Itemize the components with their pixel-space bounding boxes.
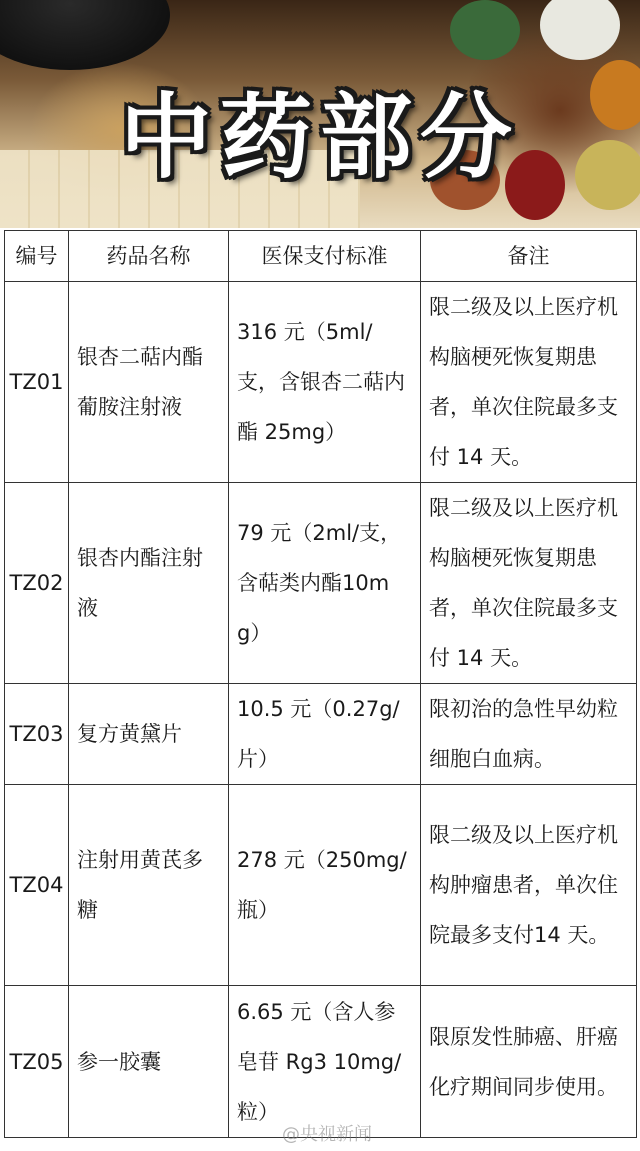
drug-table <box>4 230 637 1138</box>
row-name: 参一胶囊 <box>69 986 229 1138</box>
table-row <box>5 282 637 483</box>
header-note: 备注 <box>421 231 637 282</box>
row-code: TZ02 <box>5 483 69 684</box>
row-name: 复方黄黛片 <box>69 684 229 785</box>
header-banner <box>0 0 640 228</box>
herb-bowl-image <box>0 0 170 70</box>
row-name: 银杏内酯注射液 <box>69 483 229 684</box>
table-row <box>5 684 637 785</box>
row-price: 10.5 元（0.27g/片） <box>229 684 421 785</box>
table-row <box>5 785 637 986</box>
row-note: 限原发性肺癌、肝癌化疗期间同步使用。 <box>421 986 637 1138</box>
row-code: TZ03 <box>5 684 69 785</box>
table-row <box>5 483 637 684</box>
table-row <box>5 986 637 1138</box>
header-price: 医保支付标准 <box>229 231 421 282</box>
row-code: TZ01 <box>5 282 69 483</box>
row-price: 316 元（5ml/支，含银杏二萜内酯 25mg） <box>229 282 421 483</box>
row-note: 限二级及以上医疗机构肿瘤患者，单次住院最多支付14 天。 <box>421 785 637 986</box>
row-name: 注射用黄芪多糖 <box>69 785 229 986</box>
watermark: @央视新闻 <box>282 1124 372 1145</box>
banner-title: 中药部分 <box>119 84 520 191</box>
row-price: 79 元（2ml/支，含萜类内酯10mg） <box>229 483 421 684</box>
row-note: 限二级及以上医疗机构脑梗死恢复期患者，单次住院最多支付 14 天。 <box>421 282 637 483</box>
row-note: 限二级及以上医疗机构脑梗死恢复期患者，单次住院最多支付 14 天。 <box>421 483 637 684</box>
row-price: 6.65 元（含人参皂苷 Rg3 10mg/粒） <box>229 986 421 1138</box>
row-note: 限初治的急性早幼粒细胞白血病。 <box>421 684 637 785</box>
spice-pile-image <box>540 0 620 60</box>
row-price: 278 元（250mg/瓶） <box>229 785 421 986</box>
table-header-row <box>5 231 637 282</box>
header-name: 药品名称 <box>69 231 229 282</box>
spice-pile-image <box>450 0 520 60</box>
header-code: 编号 <box>5 231 69 282</box>
row-name: 银杏二萜内酯葡胺注射液 <box>69 282 229 483</box>
row-code: TZ05 <box>5 986 69 1138</box>
row-code: TZ04 <box>5 785 69 986</box>
